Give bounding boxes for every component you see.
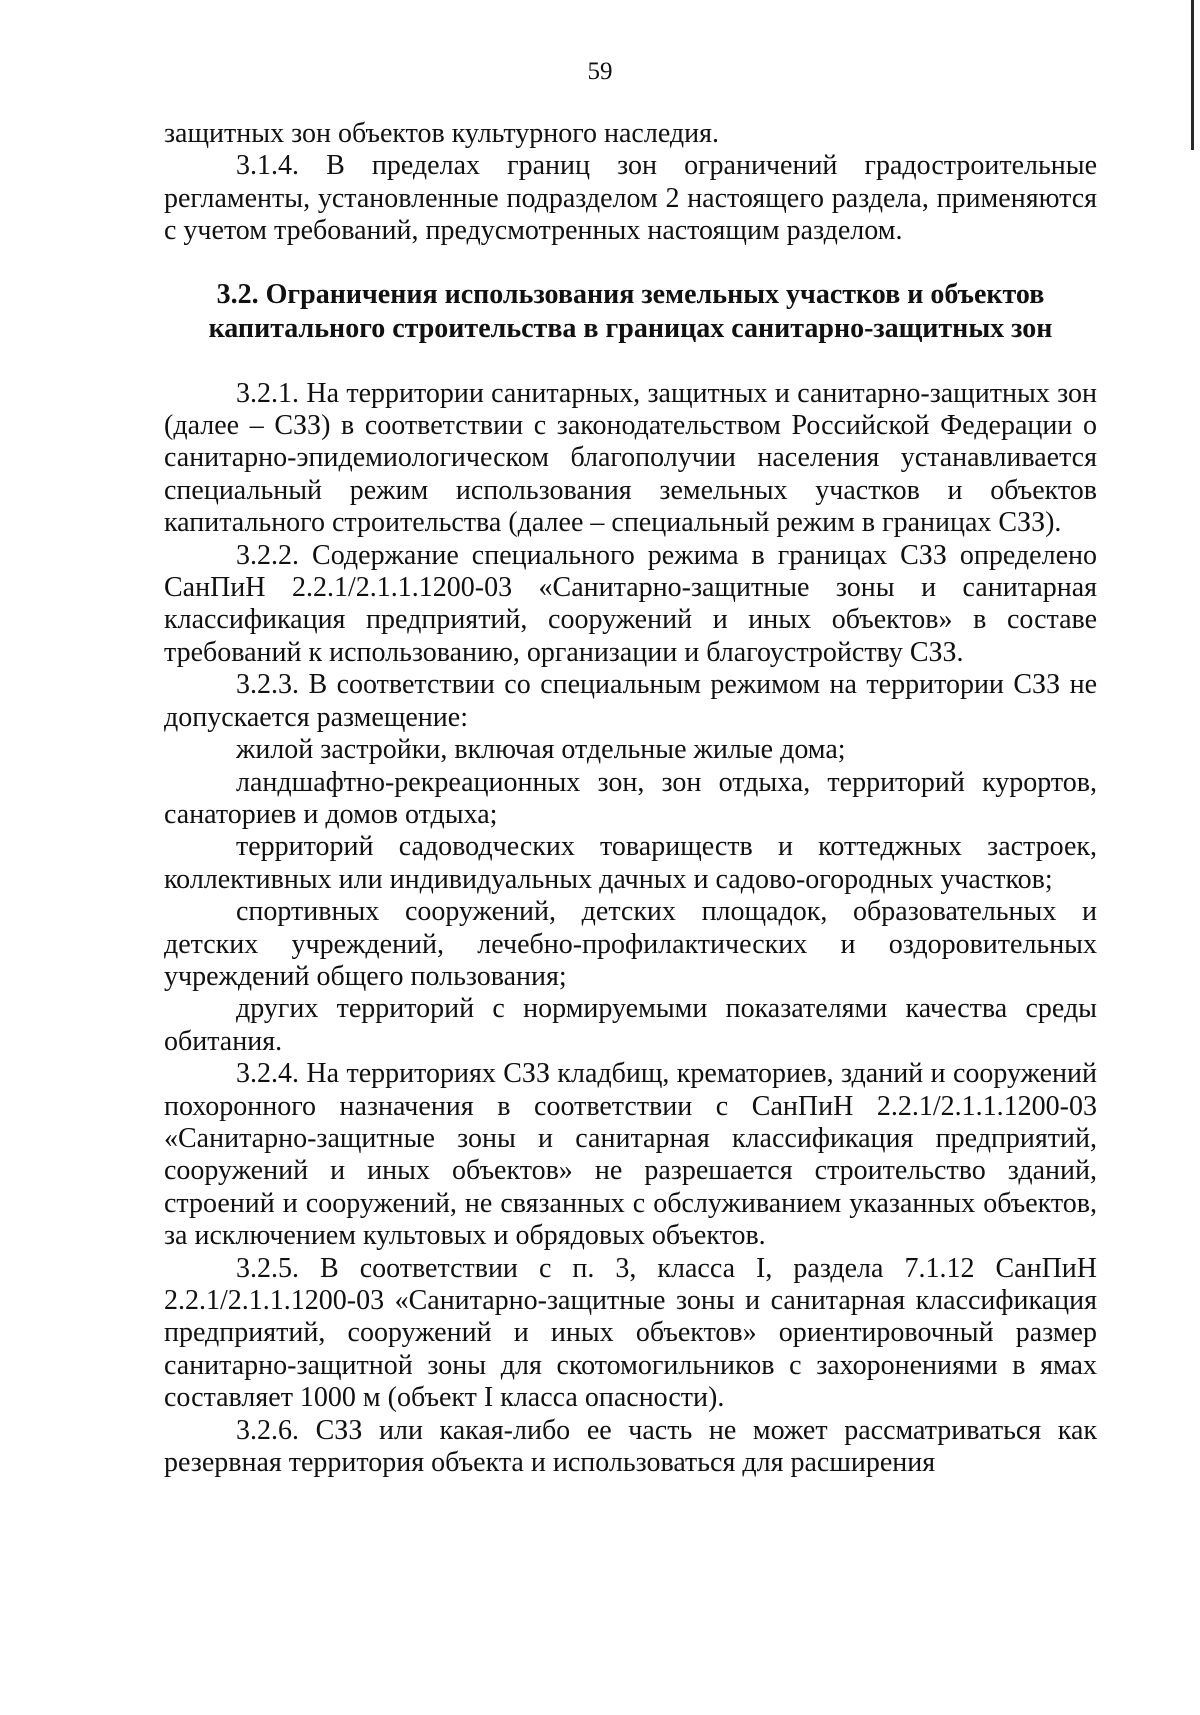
paragraph-3-2-2: 3.2.2. Содержание специального режима в границах СЗЗ определено СанПиН 2.2.1/2.1.1.1200-03 «Санитарно-защитные зоны и санитарная классификация предприятий, сооружений и иных объектов» в составе требований к использованию, организации и благоустройству СЗЗ.: [164, 539, 1097, 668]
paragraph-3-2-4: 3.2.4. На территориях СЗЗ кладбищ, крематориев, зданий и сооружений похоронного назначения в соответствии с СанПиН 2.2.1/2.1.1.1200-03 «Санитарно-защитные зоны и санитарная классификация предприятий, сооружений и иных объектов» не разрешается строительство зданий, строений и сооружений, не связанных с обслуживанием указанных объектов, за исключением культовых и обрядовых объектов.: [164, 1058, 1097, 1252]
paragraph-continuation: защитных зон объектов культурного наследия.: [164, 118, 719, 149]
paragraph-3-2-6: 3.2.6. СЗЗ или какая-либо ее часть не может рассматриваться как резервная территория объекта и использоваться для расширения: [164, 1414, 1097, 1479]
paragraph-3-1-4: 3.1.4. В пределах границ зон ограничений градостроительные регламенты, установленные подразделом 2 настоящего раздела, применяются с учетом требований, предусмотренных настоящим разделом.: [164, 150, 1097, 247]
page-number: 59: [587, 58, 613, 85]
section-heading-3-2: [164, 278, 1097, 346]
section-heading-line-1: 3.2. Ограничения использования земельных участков и объектов: [216, 278, 1045, 310]
list-item-recreation: ландшафтно-рекреационных зон, зон отдыха, территорий курортов, санаториев и домов отдыха;: [164, 766, 1097, 830]
paragraph-3-2-5: 3.2.5. В соответствии с п. 3, класса I, раздела 7.1.12 СанПиН 2.2.1/2.1.1.1200-03 «Санитарно-защитные зоны и санитарная классификация предприятий, сооружений и иных объектов» ориентировочный размер санитарно-защитной зоны для скотомогильников с захоронениями в ямах составляет 1000 м (объект I класса опасности).: [164, 1252, 1097, 1414]
section-heading-line-2: капитального строительства в границах санитарно-защитных зон: [208, 312, 1053, 344]
list-item-sports-education: спортивных сооружений, детских площадок, образовательных и детских учреждений, лечебно-профилактических и оздоровительных учреждений общего пользования;: [164, 896, 1097, 992]
paragraph-3-2-1: 3.2.1. На территории санитарных, защитных и санитарно-защитных зон (далее – СЗЗ) в соответствии с законодательством Российской Федерации о санитарно-эпидемиологическом благополучии населения устанавливается специальный режим использования земельных участков и объектов капитального строительства (далее – специальный режим в границах СЗЗ).: [164, 377, 1097, 539]
list-item-gardening: территорий садоводческих товариществ и коттеджных застроек, коллективных или индивидуальных дачных и садово-огородных участков;: [164, 831, 1097, 895]
document-body: [164, 118, 1097, 1479]
list-item-residential: жилой застройки, включая отдельные жилые дома;: [236, 734, 846, 766]
list-item-other-territories: других территорий с нормируемыми показателями качества среды обитания.: [164, 993, 1097, 1057]
paragraph-3-2-3: 3.2.3. В соответствии со специальным режимом на территории СЗЗ не допускается размещение:: [164, 669, 1097, 733]
